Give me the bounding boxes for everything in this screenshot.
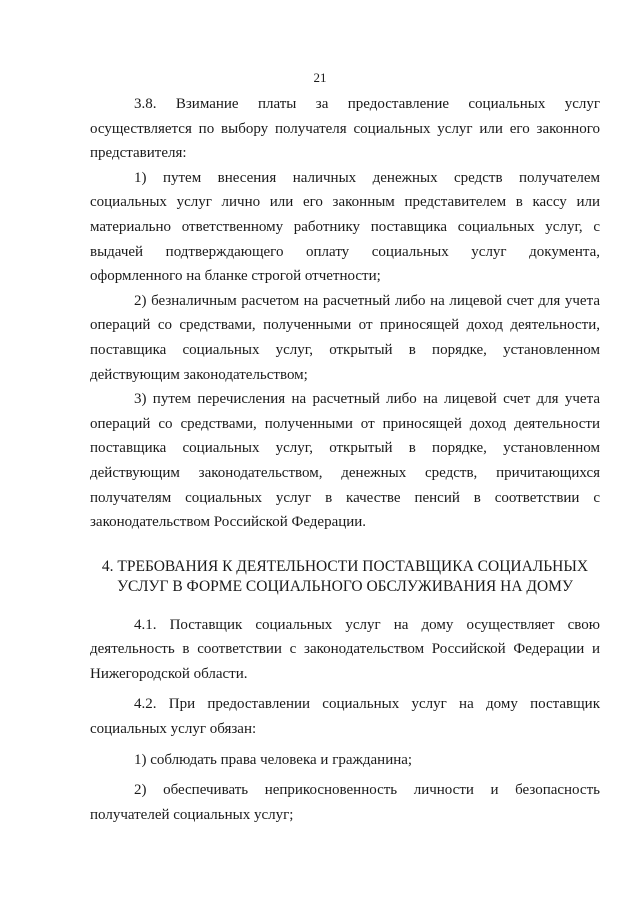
paragraph-4-2-item-2: 2) обеспечивать неприкосновенность личности и безопасность получателей социальных услуг;	[90, 782, 600, 823]
paragraph-3-8-item-3: 3) путем перечисления на расчетный либо на лицевой счет для учета операций со средствами, полученными от приносящей доход деятельности поставщика социальных услуг, открытый в порядке, установленном действующим законодательством, денежных средств, причитающихся получателям социальных услуг в качестве пенсий в соответствии с законодательством Российской Федерации.	[90, 391, 600, 531]
section-4-heading	[90, 557, 600, 597]
paragraph-3-8: 3.8. Взимание платы за предоставление социальных услуг осуществляется по выбору получателя социальных услуг или его законного представителя:	[90, 96, 600, 162]
paragraph-4-1: 4.1. Поставщик социальных услуг на дому осуществляет свою деятельность в соответствии с законодательством Российской Федерации и Нижегородской области.	[90, 616, 600, 682]
paragraph-4-2: 4.2. При предоставлении социальных услуг на дому поставщик социальных услуг обязан:	[90, 696, 600, 738]
document-body	[90, 92, 600, 827]
page-number: 21	[313, 70, 327, 85]
section-4-heading-line-2: УСЛУГ В ФОРМЕ СОЦИАЛЬНОГО ОБСЛУЖИВАНИЯ НА ДОМУ	[117, 577, 573, 595]
paragraph-4-2-item-1: 1) соблюдать права человека и гражданина;	[134, 751, 413, 768]
paragraph-3-8-item-2: 2) безналичным расчетом на расчетный либо на лицевой счет для учета операций со средствами, полученными от приносящей доход деятельности, поставщика социальных услуг, открытый в порядке, установленном действующим законодательством;	[90, 292, 600, 383]
paragraph-3-8-item-1: 1) путем внесения наличных денежных средств получателем социальных услуг лично или его законным представителем в кассу или материально ответственному работнику поставщика социальных услуг, с выдачей подтверждающего оплату социальных услуг документа, оформленного на бланке строгой отчетности;	[90, 169, 600, 285]
section-4-heading-line-1: 4. ТРЕБОВАНИЯ К ДЕЯТЕЛЬНОСТИ ПОСТАВЩИКА СОЦИАЛЬНЫХ	[101, 557, 589, 575]
